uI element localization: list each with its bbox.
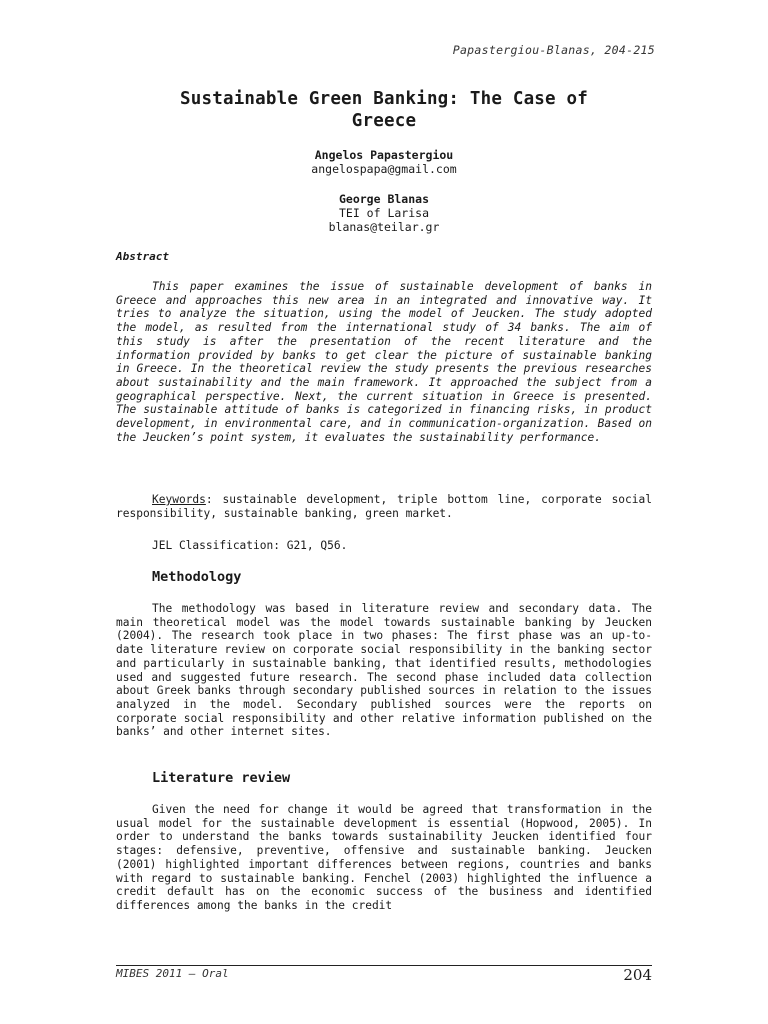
methodology-text: The methodology was based in literature review and secondary data. The main theoretical model was the model towards sustainable banking by Jeucken (2004). The research took place in two phases: The first phase was an up-to-date literature review on corporate social responsibility in the banking sector and particularly in sustainable banking, that identified results, methodologies used and suggested future research. The second phase included data collection about Greek banks through secondary published sources in relation to the issues analyzed in the model. Secondary published sources were the reports on corporate social responsibility and other relative information published on the banks’ and other internet sites. (116, 602, 652, 739)
paper-title (116, 88, 652, 132)
footer-divider (116, 965, 652, 966)
literature-heading: Literature review (152, 770, 291, 786)
literature-text: Given the need for change it would be agreed that transformation in the usual model for the sustainable development is essential (Hopwood, 2005). In order to understand the banks towards sustainability Jeucken identified four stages: defensive, preventive, offensive and sustainable banking. Jeucken (2001) highlighted important differences between regions, countries and banks with regard to sustainable banking. Fenchel (2003) highlighted the influence a credit default has on the economic success of the business and identified differences among the banks in the credit (116, 803, 652, 912)
author-email: angelospapa@gmail.com (311, 162, 457, 176)
keywords-text: : sustainable development, triple bottom line, corporate social responsibility, sustainable banking, green market. (116, 493, 652, 520)
abstract-text: This paper examines the issue of sustainable development of banks in Greece and approaches this new area in an integrated and innovative way. It tries to analyze the situation, using the model of Jeucken. The study adopted the model, as resulted from the international study of 34 banks. The aim of this study is after the presentation of the recent literature and the information provided by banks to get clear the picture of sustainable banking in Greece. In the theoretical review the study presents the previous researches about sustainability and the main framework. It approached the subject from a geographical perspective. Next, the current situation in Greece is presented. The sustainable attitude of banks is categorized in financing risks, in product development, in environmental care, and in communication-organization. Based on the Jeucken’s point system, it evaluates the sustainability performance. (116, 280, 652, 444)
running-head: Papastergiou-Blanas, 204-215 (452, 43, 655, 57)
jel-classification: JEL Classification: G21, Q56. (152, 539, 348, 552)
author-block-1 (116, 148, 652, 176)
keywords-paragraph (116, 493, 652, 520)
methodology-heading: Methodology (152, 569, 242, 585)
author-email: blanas@teilar.gr (328, 220, 440, 234)
keywords-label: Keywords (152, 493, 206, 506)
author-block-2 (116, 192, 652, 234)
author-name: George Blanas (338, 192, 429, 206)
author-affiliation: TEI of Larisa (338, 206, 429, 220)
title-line-2: Greece (351, 111, 417, 131)
page-number: 204 (623, 966, 652, 984)
title-line-1: Sustainable Green Banking: The Case of (180, 89, 588, 109)
author-name: Angelos Papastergiou (314, 148, 454, 162)
footer-conference: MIBES 2011 – Oral (116, 967, 229, 980)
abstract-label: Abstract (116, 250, 169, 263)
